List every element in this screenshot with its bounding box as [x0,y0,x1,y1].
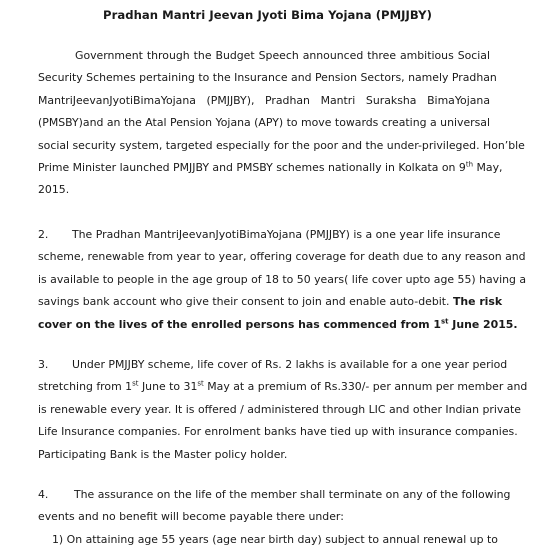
ordinal-suffix: th [465,160,474,169]
ordinal-suffix: st [197,379,204,388]
paragraph-number: 2. [38,228,49,241]
paragraph-line [38,376,528,398]
text-run: The assurance on the life of the member shall terminate on any of the following [74,488,511,501]
paragraph-1 [38,45,525,202]
document-title: Pradhan Mantri Jeevan Jyoti Bima Yojana (PMJJBY) [103,8,432,22]
paragraph-line: (PMSBY)and an the Atal Pension Yojana (APY) to move towards creating a universal [38,116,490,130]
paragraph-line: Participating Bank is the Master policy holder. [38,447,288,461]
ordinal-suffix: st [441,316,449,325]
text-run: The Pradhan MantriJeevanJyotiBimaYojana (PMJJBY) is a one year life insurance [72,228,501,241]
paragraph-line: Life Insurance companies. For enrolment banks have tied up with insurance companies. [38,425,518,439]
bold-text-run: cover on the lives of the enrolled persons has commenced from 1 [38,317,441,331]
bold-text-run: June 2015. [448,317,518,331]
paragraph-line: is renewable every year. It is offered / administered through LIC and other Indian private [38,402,521,416]
paragraph-line [38,484,511,506]
paragraph-line: is available to people in the age group of 18 to 50 years( life cover upto age 55) having a [38,272,527,286]
paragraph-number: 4. [38,488,49,501]
paragraph-line: Government through the Budget Speech announced three ambitious Social [75,49,490,62]
ordinal-suffix: st [132,379,139,388]
text-run: May, [473,160,503,174]
paragraph-2 [38,224,527,336]
text-run: savings bank account who give their consent to join and enable auto-debit. [38,295,453,309]
paragraph-line [38,157,503,179]
bold-text-run: The risk [452,295,503,309]
paragraph-line: scheme, renewable from year to year, offering coverage for death due to any reason and [38,250,526,264]
paragraph-line: 2015. [38,183,70,197]
list-item: 1) On attaining age 55 years (age near birth day) subject to annual renewal up to [52,532,498,546]
text-run: stretching from 1 [38,380,133,394]
paragraph-line [38,224,501,246]
paragraph-line: MantriJeevanJyotiBimaYojana (PMJJBY), Pradhan Mantri Suraksha BimaYojana [38,93,490,107]
paragraph-line: events and no benefit will become payable there under: [38,510,344,524]
paragraph-line: Security Schemes pertaining to the Insurance and Pension Sectors, namely Pradhan [38,71,497,85]
paragraph-4 [38,484,511,551]
text-run: Under PMJJBY scheme, life cover of Rs. 2 lakhs is available for a one year period [72,358,508,371]
paragraph-number: 3. [38,358,49,371]
paragraph-line [38,354,508,376]
paragraph-line: social security system, targeted especially for the poor and the under-privileged. Hon’ble [38,138,525,152]
paragraph-line [38,314,518,336]
text-run: May at a premium of Rs.330/- per annum per member and [203,380,528,394]
paragraph-3 [38,354,528,466]
paragraph-line [38,291,503,313]
text-run: June to 31 [138,380,198,394]
text-run: Prime Minister launched PMJJBY and PMSBY schemes nationally in Kolkata on 9 [38,160,466,174]
